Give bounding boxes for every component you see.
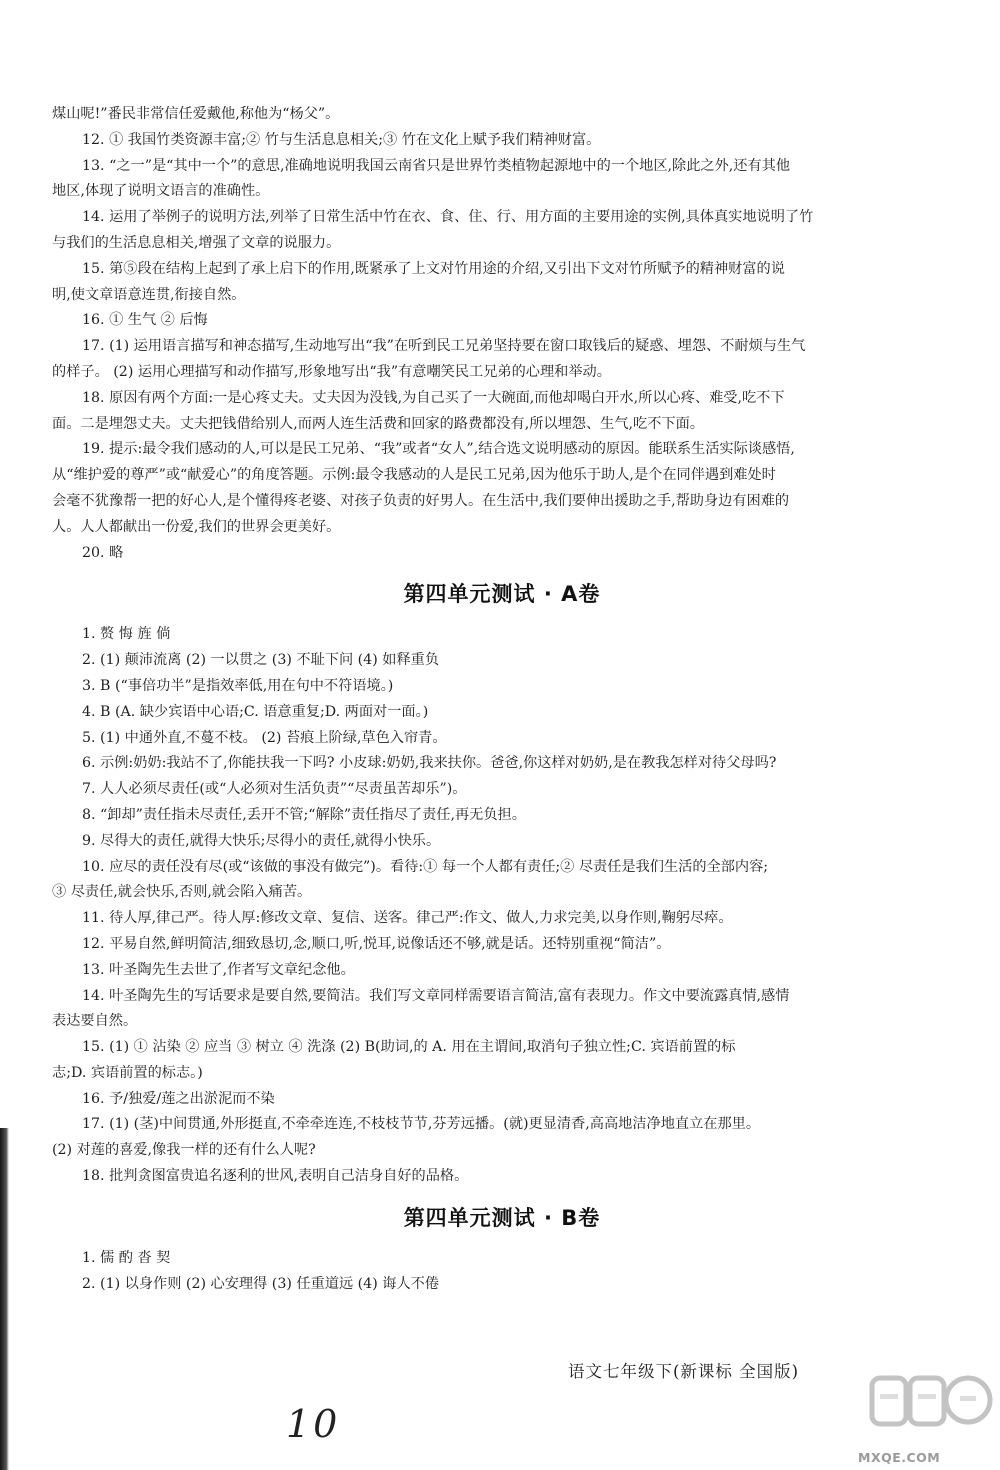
answer-line: 19. 提示:最令我们感动的人,可以是民工兄弟、“我”或者“女人”,结合选文说明感动的原因。能联系生活实际谈感悟,	[82, 441, 795, 458]
answer-line: 6. 示例:奶奶:我站不了,你能扶我一下吗? 小皮球:奶奶,我来扶你。爸爸,你这样对奶奶,是在教我怎样对待父母吗?	[82, 755, 777, 772]
answer-line: (2) 对莲的喜爱,像我一样的还有什么人呢?	[52, 1142, 316, 1159]
answer-line: 11. 待人厚,律己严。待人厚:修改文章、复信、送客。律己严:作文、做人,力求完美,以身作则,鞠躬尽瘁。	[82, 910, 733, 927]
answer-line: 地区,体现了说明文语言的准确性。	[52, 183, 270, 200]
answer-line: 18. 批判贪图富贵追名逐利的世风,表明自己洁身自好的品格。	[82, 1168, 469, 1185]
watermark-logo-icon	[866, 1348, 994, 1466]
answer-line: 与我们的生活息息相关,增强了文章的说服力。	[52, 234, 341, 251]
answer-line: 2. (1) 颠沛流离 (2) 一以贯之 (3) 不耻下问 (4) 如释重负	[82, 652, 440, 669]
answer-line: ③ 尽责任,就会快乐,否则,就会陷入痛苦。	[52, 884, 312, 901]
answer-line: 17. (1) 运用语言描写和神态描写,生动地写出“我”在听到民工兄弟坚持要在窗口取钱后的疑惑、埋怨、不耐烦与生气	[82, 338, 806, 355]
answer-line: 18. 原因有两个方面:一是心疼丈夫。丈夫因为没钱,为自己买了一大碗面,而他却喝白开水,所以心疼、难受,吃不下	[82, 389, 785, 406]
answer-line: 1. 赘 悔 旌 倘	[82, 626, 171, 643]
answer-line: 17. (1) (茎)中间贯通,外形挺直,不牵牵连连,不枝枝节节,芬芳远播。(就)更显清香,高高地洁净地直立在那里。	[82, 1116, 761, 1133]
answer-line: 14. 运用了举例子的说明方法,列举了日常生活中竹在衣、食、住、行、用方面的主要用途的实例,具体真实地说明了竹	[82, 209, 814, 226]
answer-line: 15. 第⑤段在结构上起到了承上启下的作用,既紧承了上文对竹用途的介绍,又引出下文对竹所赋予的精神财富的说	[82, 260, 785, 277]
answer-line: 12. ① 我国竹类资源丰富;② 竹与生活息息相关;③ 竹在文化上赋予我们精神财富。	[82, 131, 601, 148]
answer-line: 16. 予/独爱/莲之出淤泥而不染	[82, 1090, 275, 1107]
answer-line: 3. B (“事倍功半”是指效率低,用在句中不符语境。)	[82, 677, 394, 694]
answer-line: 14. 叶圣陶先生的写话要求是要自然,要简洁。我们写文章同样需要语言简洁,富有表现力。作文中要流露真情,感情	[82, 987, 790, 1004]
book-footer: 语文七年级下(新课标 全国版)	[568, 1362, 800, 1381]
section-a-title: 第四单元测试 · A卷	[403, 582, 601, 607]
scan-edge-shadow	[0, 1128, 9, 1470]
answers-continued	[52, 102, 952, 566]
answer-line: 2. (1) 以身作则 (2) 心安理得 (3) 任重道远 (4) 诲人不倦	[82, 1275, 440, 1292]
section-b-title: 第四单元测试 · B卷	[403, 1205, 601, 1230]
answer-line: 8. “卸却”责任指未尽责任,丢开不管;“解除”责任指尽了责任,再无负担。	[82, 806, 526, 823]
answer-line: 煤山呢!”番民非常信任爱戴他,称他为“杨父”。	[52, 106, 340, 122]
answer-line: 7. 人人必须尽责任(或“人必须对生活负责”“尽责虽苦却乐”)。	[82, 781, 467, 798]
answer-line: 1. 儒 酌 沓 契	[82, 1249, 171, 1266]
section-a-answers	[52, 622, 952, 1190]
answer-line: 人。人人都献出一份爱,我们的世界会更美好。	[52, 518, 341, 535]
answer-line: 20. 略	[82, 544, 124, 561]
section-b-answers	[52, 1246, 952, 1298]
answer-line: 表达要自然。	[52, 1013, 138, 1030]
answer-line: 面。二是埋怨丈夫。丈夫把钱借给别人,而两人连生活费和回家的路费都没有,所以埋怨、生气,吃不下面。	[52, 415, 704, 432]
answer-line: 16. ① 生气 ② 后悔	[82, 312, 208, 329]
page-number: 10	[286, 1402, 341, 1446]
answer-line: 的样子。 (2) 运用心理描写和动作描写,形象地写出“我”有意嘲笑民工兄弟的心理和举动。	[52, 363, 611, 380]
answer-line: 10. 应尽的责任没有尽(或“该做的事没有做完”)。看待:① 每一个人都有责任;② 尽责任是我们生活的全部内容;	[82, 858, 769, 875]
page-content	[52, 102, 952, 1297]
answer-line: 志;D. 宾语前置的标志。)	[52, 1064, 203, 1081]
watermark-site-text: MXQE.COM	[858, 1450, 941, 1465]
answer-line: 5. (1) 中通外直,不蔓不枝。 (2) 苔痕上阶绿,草色入帘青。	[82, 729, 447, 746]
answer-line: 15. (1) ① 沾染 ② 应当 ③ 树立 ④ 洗涤 (2) B(助词,的 A. 用在主谓间,取消句子独立性;C. 宾语前置的标	[82, 1039, 736, 1056]
answer-line: 12. 平易自然,鲜明简洁,细致恳切,念,顺口,听,悦耳,说像话还不够,就是话。还特别重视“简洁”。	[82, 935, 671, 952]
answer-line: 会毫不犹豫帮一把的好心人,是个懂得疼老婆、对孩子负责的好男人。在生活中,我们要伸出援助之手,帮助身边有困难的	[52, 492, 790, 509]
answer-line: 4. B (A. 缺少宾语中心语;C. 语意重复;D. 两面对一面。)	[82, 703, 429, 720]
answer-line: 从“维护爱的尊严”或“献爱心”的角度答题。示例:最令我感动的人是民工兄弟,因为他乐于助人,是个在同伴遇到难处时	[52, 467, 776, 484]
answer-line: 13. 叶圣陶先生去世了,作者写文章纪念他。	[82, 961, 355, 978]
answer-line: 9. 尽得大的责任,就得大快乐;尽得小的责任,就得小快乐。	[82, 832, 441, 849]
answer-line: 明,使文章语意连贯,衔接自然。	[52, 286, 246, 303]
answer-line: 13. “之一”是“其中一个”的意思,准确地说明我国云南省只是世界竹类植物起源地中的一个地区,除此之外,还有其他	[82, 157, 791, 174]
